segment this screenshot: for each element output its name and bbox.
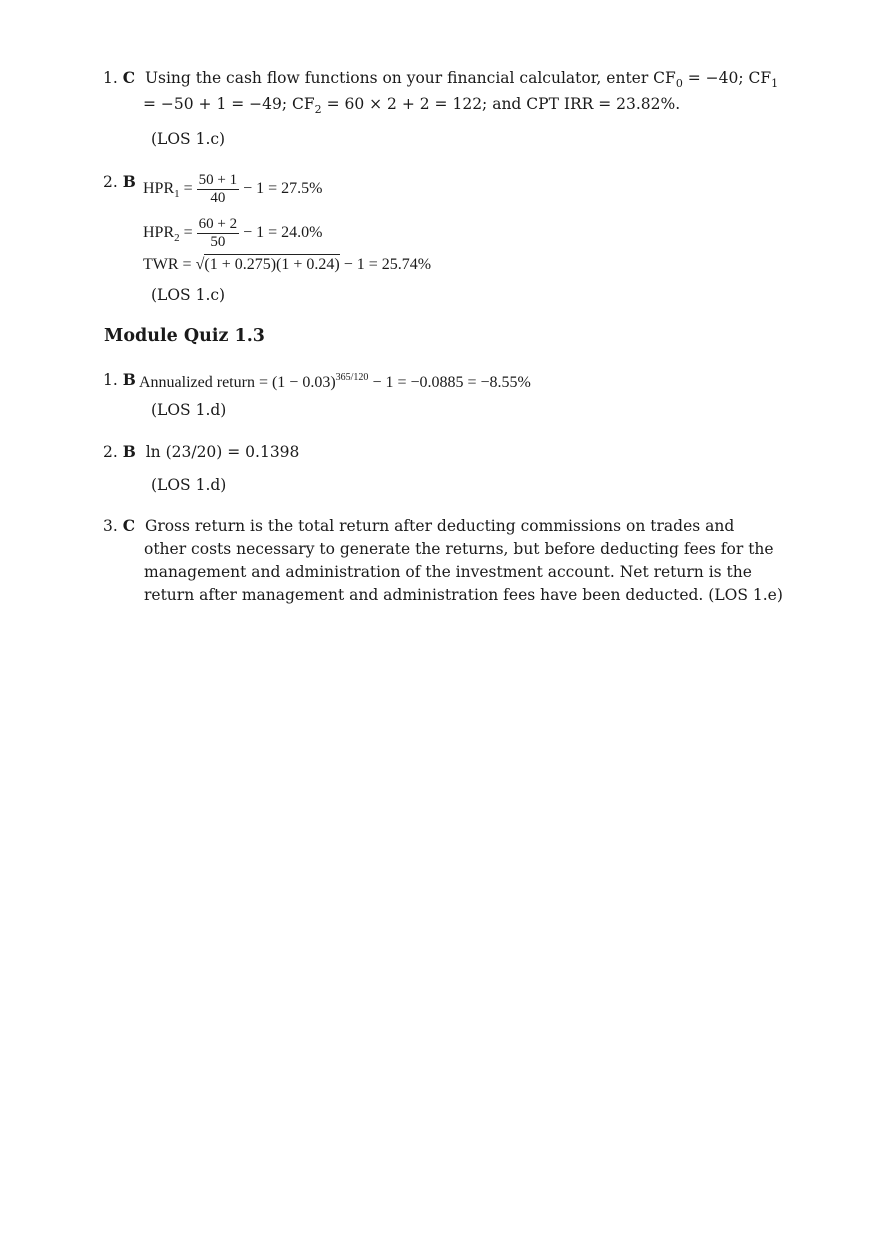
hpr2-formula: $HPR_2$ = $\frac{60 + 2}{50}$ − 1 = 24.0% — [143, 216, 323, 250]
los-ref: (LOS 1.d) — [151, 476, 227, 494]
annualized-return-formula: Annualized return = $(1 - 0.03)^{365/120} - 1 = -0.0885 = -8.55\%$ — [139, 372, 531, 391]
hpr1-formula: $HPR_1$ = $\frac{50 + 1}{40}$ − 1 = 27.5% — [143, 172, 323, 206]
answer-1-line-1: 1. C Using the cash flow functions on your financial calculator, enter $CF_0 = -40$; $CF_1$ — [103, 68, 779, 90]
answer-3-line-1: 3. C Gross return is the total return after deducting commissions on trades and — [103, 516, 735, 535]
twr-formula: TWR = √(1 + 0.275)(1 + 0.24) − 1 = 25.74% — [143, 256, 432, 273]
answer-2: 2. B ln (23/20) = 0.1398 — [103, 442, 300, 461]
answer-3-line-4: return after management and administration fees have been deducted. (LOS 1.e) — [144, 586, 783, 604]
section-title: Module Quiz 1.3 — [104, 326, 265, 346]
answer-3-line-2: other costs necessary to generate the returns, but before deducting fees for the — [144, 540, 774, 558]
answer-3-line-3: management and administration of the investment account. Net return is the — [144, 563, 752, 581]
answer-1-line-2: = −50 + 1 = −49; $CF_2 = 60 \times 2 + 2 = 122$; and CPT IRR = 23.82%. — [143, 95, 681, 116]
answer-2-label: 2. B — [103, 172, 136, 191]
los-ref: (LOS 1.d) — [151, 401, 227, 419]
answer-1-label: 1. B — [103, 370, 136, 389]
los-ref: (LOS 1.c) — [151, 286, 226, 304]
los-ref: (LOS 1.c) — [151, 130, 226, 148]
